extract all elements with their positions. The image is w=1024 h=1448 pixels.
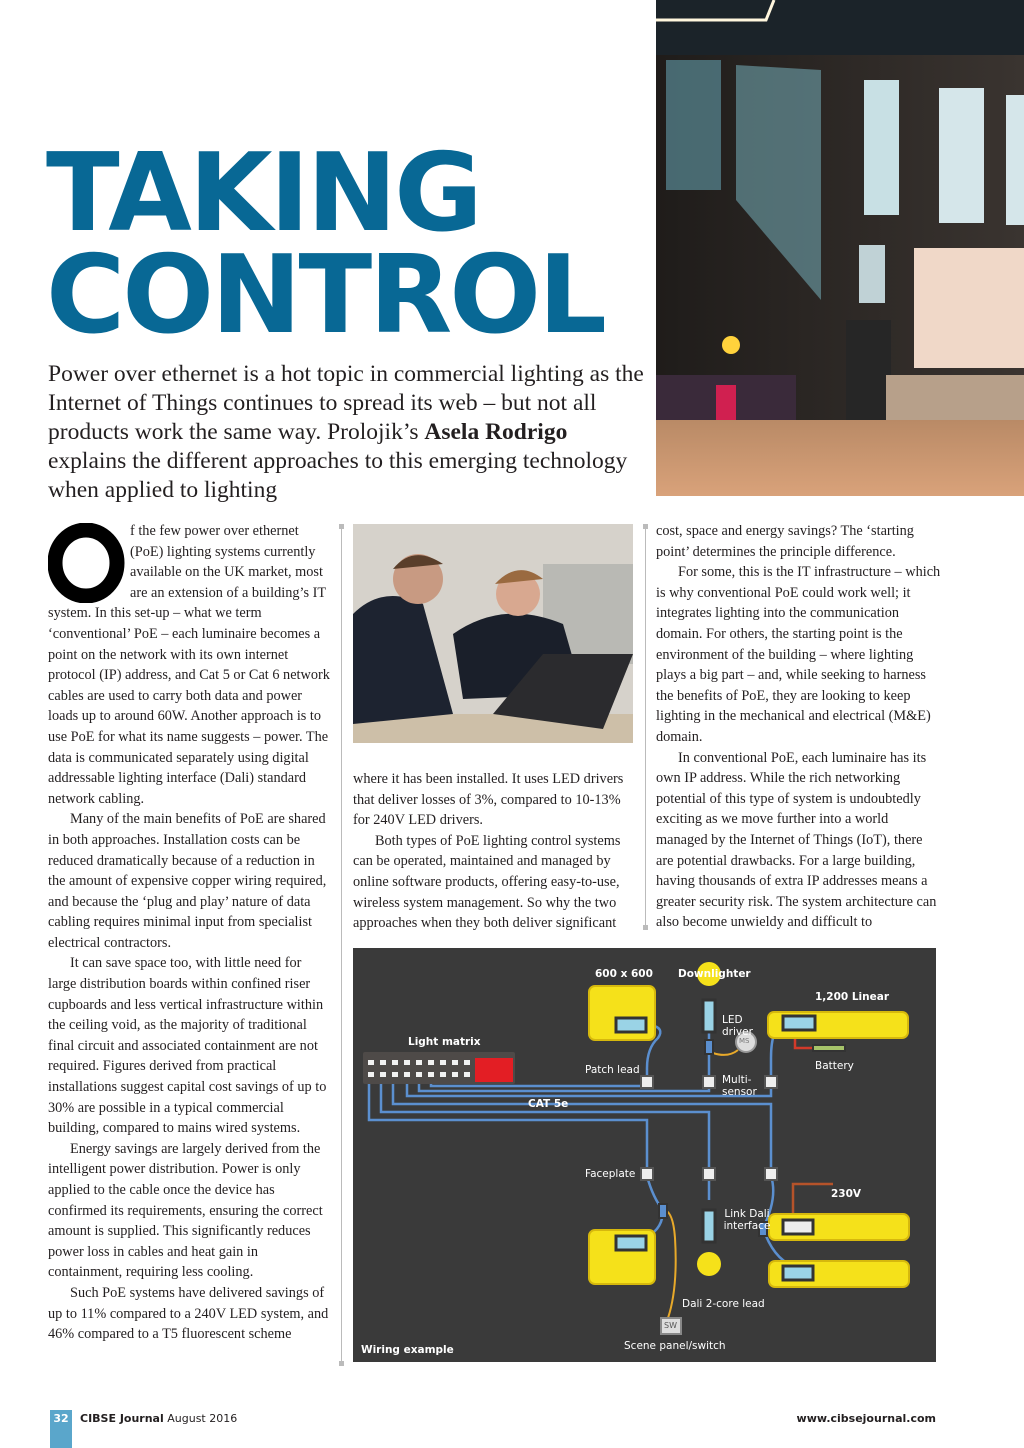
paragraph: where it has been installed. It uses LED drivers that deliver losses of 3%, compared to 10-13% for 240V LED drivers. [353,771,624,829]
matrix-power-port [475,1058,513,1082]
paragraph: Many of the main benefits of PoE are shared in both approaches. Installation costs can be reduced dramatically because of a reduction in the amount of expensive copper wiring required, and because the ‘plug and play’ nature of data cabling requires minimal input from specialist electrical contractors. [48,811,327,951]
column-rule [341,524,342,1366]
label-sw: SW [664,1321,677,1330]
issue-date: August 2016 [167,1412,238,1425]
led-driver [616,1236,646,1250]
battery [813,1045,845,1051]
label-led-driver: LED driver [722,1014,753,1038]
paragraph: Such PoE systems have delivered savings of up to 11% compared to a 240V LED system, and 46% compared to a T5 fluorescent scheme [48,1284,329,1343]
label-1200-linear: 1,200 Linear [815,991,890,1003]
footer-journal [80,1412,237,1425]
diagram-caption: Wiring example [361,1344,454,1356]
mains-driver [783,1220,813,1234]
label-600x600: 600 x 600 [595,968,653,980]
sensor-lead [713,1050,738,1055]
label-link-dali: Link Dali interface [723,1208,771,1232]
link-dali-interface [659,1204,667,1218]
downlighter [697,1252,721,1276]
headline-line-2: CONTROL [46,233,604,358]
led-driver [783,1016,815,1030]
paragraph: Both types of PoE lighting control systems can be operated, maintained and managed by online software products, offering easy-to-use, wireless system management. So why the two approaches when they both deliver significant [353,832,621,932]
label-cat5e: CAT 5e [528,1098,569,1110]
journal-name: CIBSE Journal [80,1412,164,1425]
led-driver [703,1210,715,1242]
label-multi-sensor: Multi-sensor [722,1074,757,1098]
author-name: Asela Rodrigo [424,419,568,445]
label-patch-lead: Patch lead [585,1064,640,1076]
standfirst-intro: Power over ethernet is a hot topic in commercial lighting as the Internet of Things continues to spread its web – but not all products work the same way. Prolojik’s [48,361,644,445]
led-driver [783,1266,813,1280]
dali-2-core-lead [663,1210,676,1318]
paragraph: In conventional PoE, each luminaire has its own IP address. While the rich networking potential of this type of system is undoubtedly exciting as we move further into a world managed by the Internet of Things (IoT), there are potential drawbacks. For a large building, having thousands of extra IP addresses means a greater security risk. The system architecture can also become unwieldy and difficult to [656,749,937,931]
label-scene-panel: Scene panel/switch [624,1340,726,1352]
drop-cap-o [48,523,126,603]
standfirst-outro: explains the different approaches to this emerging technology when applied to lighting [48,448,628,503]
wiring-diagram [353,948,936,1362]
page-number: 32 [53,1412,69,1425]
engineers-photo-illustration [353,524,633,743]
body-column-2 [353,769,635,934]
atrium-photo-illustration [656,0,1024,496]
label-downlighter: Downlighter [678,968,751,980]
headline-line-1: TAKING [46,131,480,256]
led-driver [703,1000,715,1032]
footer-url[interactable]: www.cibsejournal.com [796,1412,936,1425]
label-230v: 230V [831,1188,862,1200]
label-ms: MS [739,1037,750,1045]
paragraph: Energy savings are largely derived from the intelligent power distribution. Power is only applied to the cable once the device has confirmed its requirements, ensuring the correct amount is supplied. This significantly reduces power loss in cables and heat gain in containment, requiring less cooling. [48,1140,323,1281]
paragraph: For some, this is the IT infrastructure – which is why conventional PoE could work well; it integrates lighting into the communication domain. For others, the starting point is the environment of the building – where lighting plays a big part – and, while seeking to harness the benefits of PoE, they are looking to keep lighting in the mechanical and electrical (M&E) domain. [656,564,941,745]
engineers-photo [353,524,633,743]
label-faceplate: Faceplate [585,1168,636,1180]
paragraph: It can save space too, with little need for large distribution boards within confined riser cupboards and less vertical infrastructure within the ceiling void, as the majority of traditional final circuit and associated containment are not required. Figures derived from practical installations suggest capital cost savings of up to 30% are possible in a typical commercial building, compared to mains wired systems. [48,955,327,1137]
mains-lead [793,1184,833,1218]
body-column-3 [656,521,941,933]
column-rule [645,524,646,930]
connector [705,1040,713,1054]
body-column-1 [48,521,333,1345]
paragraph: f the few power over ethernet (PoE) lighting systems currently available on the UK market, most are an extension of a building’s IT system. In this set-up – what we term ‘conventional’ PoE – each luminaire becomes a point on the network with its own internet protocol (IP) address, and Cat 5 or Cat 6 network cables are used to carry both data and power loads up to around 60W. Another approach is to use PoE for what its name suggests – power. The data is communicated separately using digital addressable lighting interface (Dali) standard network cabling. [48,523,330,807]
led-driver [616,1018,646,1032]
paragraph: cost, space and energy savings? The ‘starting point’ determines the principle difference. [656,523,914,560]
hero-photo [656,0,1024,496]
standfirst [48,360,648,505]
label-dali-lead: Dali 2-core lead [682,1298,765,1310]
wiring-diagram-graphic [353,948,936,1362]
label-light-matrix: Light matrix [408,1036,481,1048]
label-battery: Battery [815,1060,854,1072]
